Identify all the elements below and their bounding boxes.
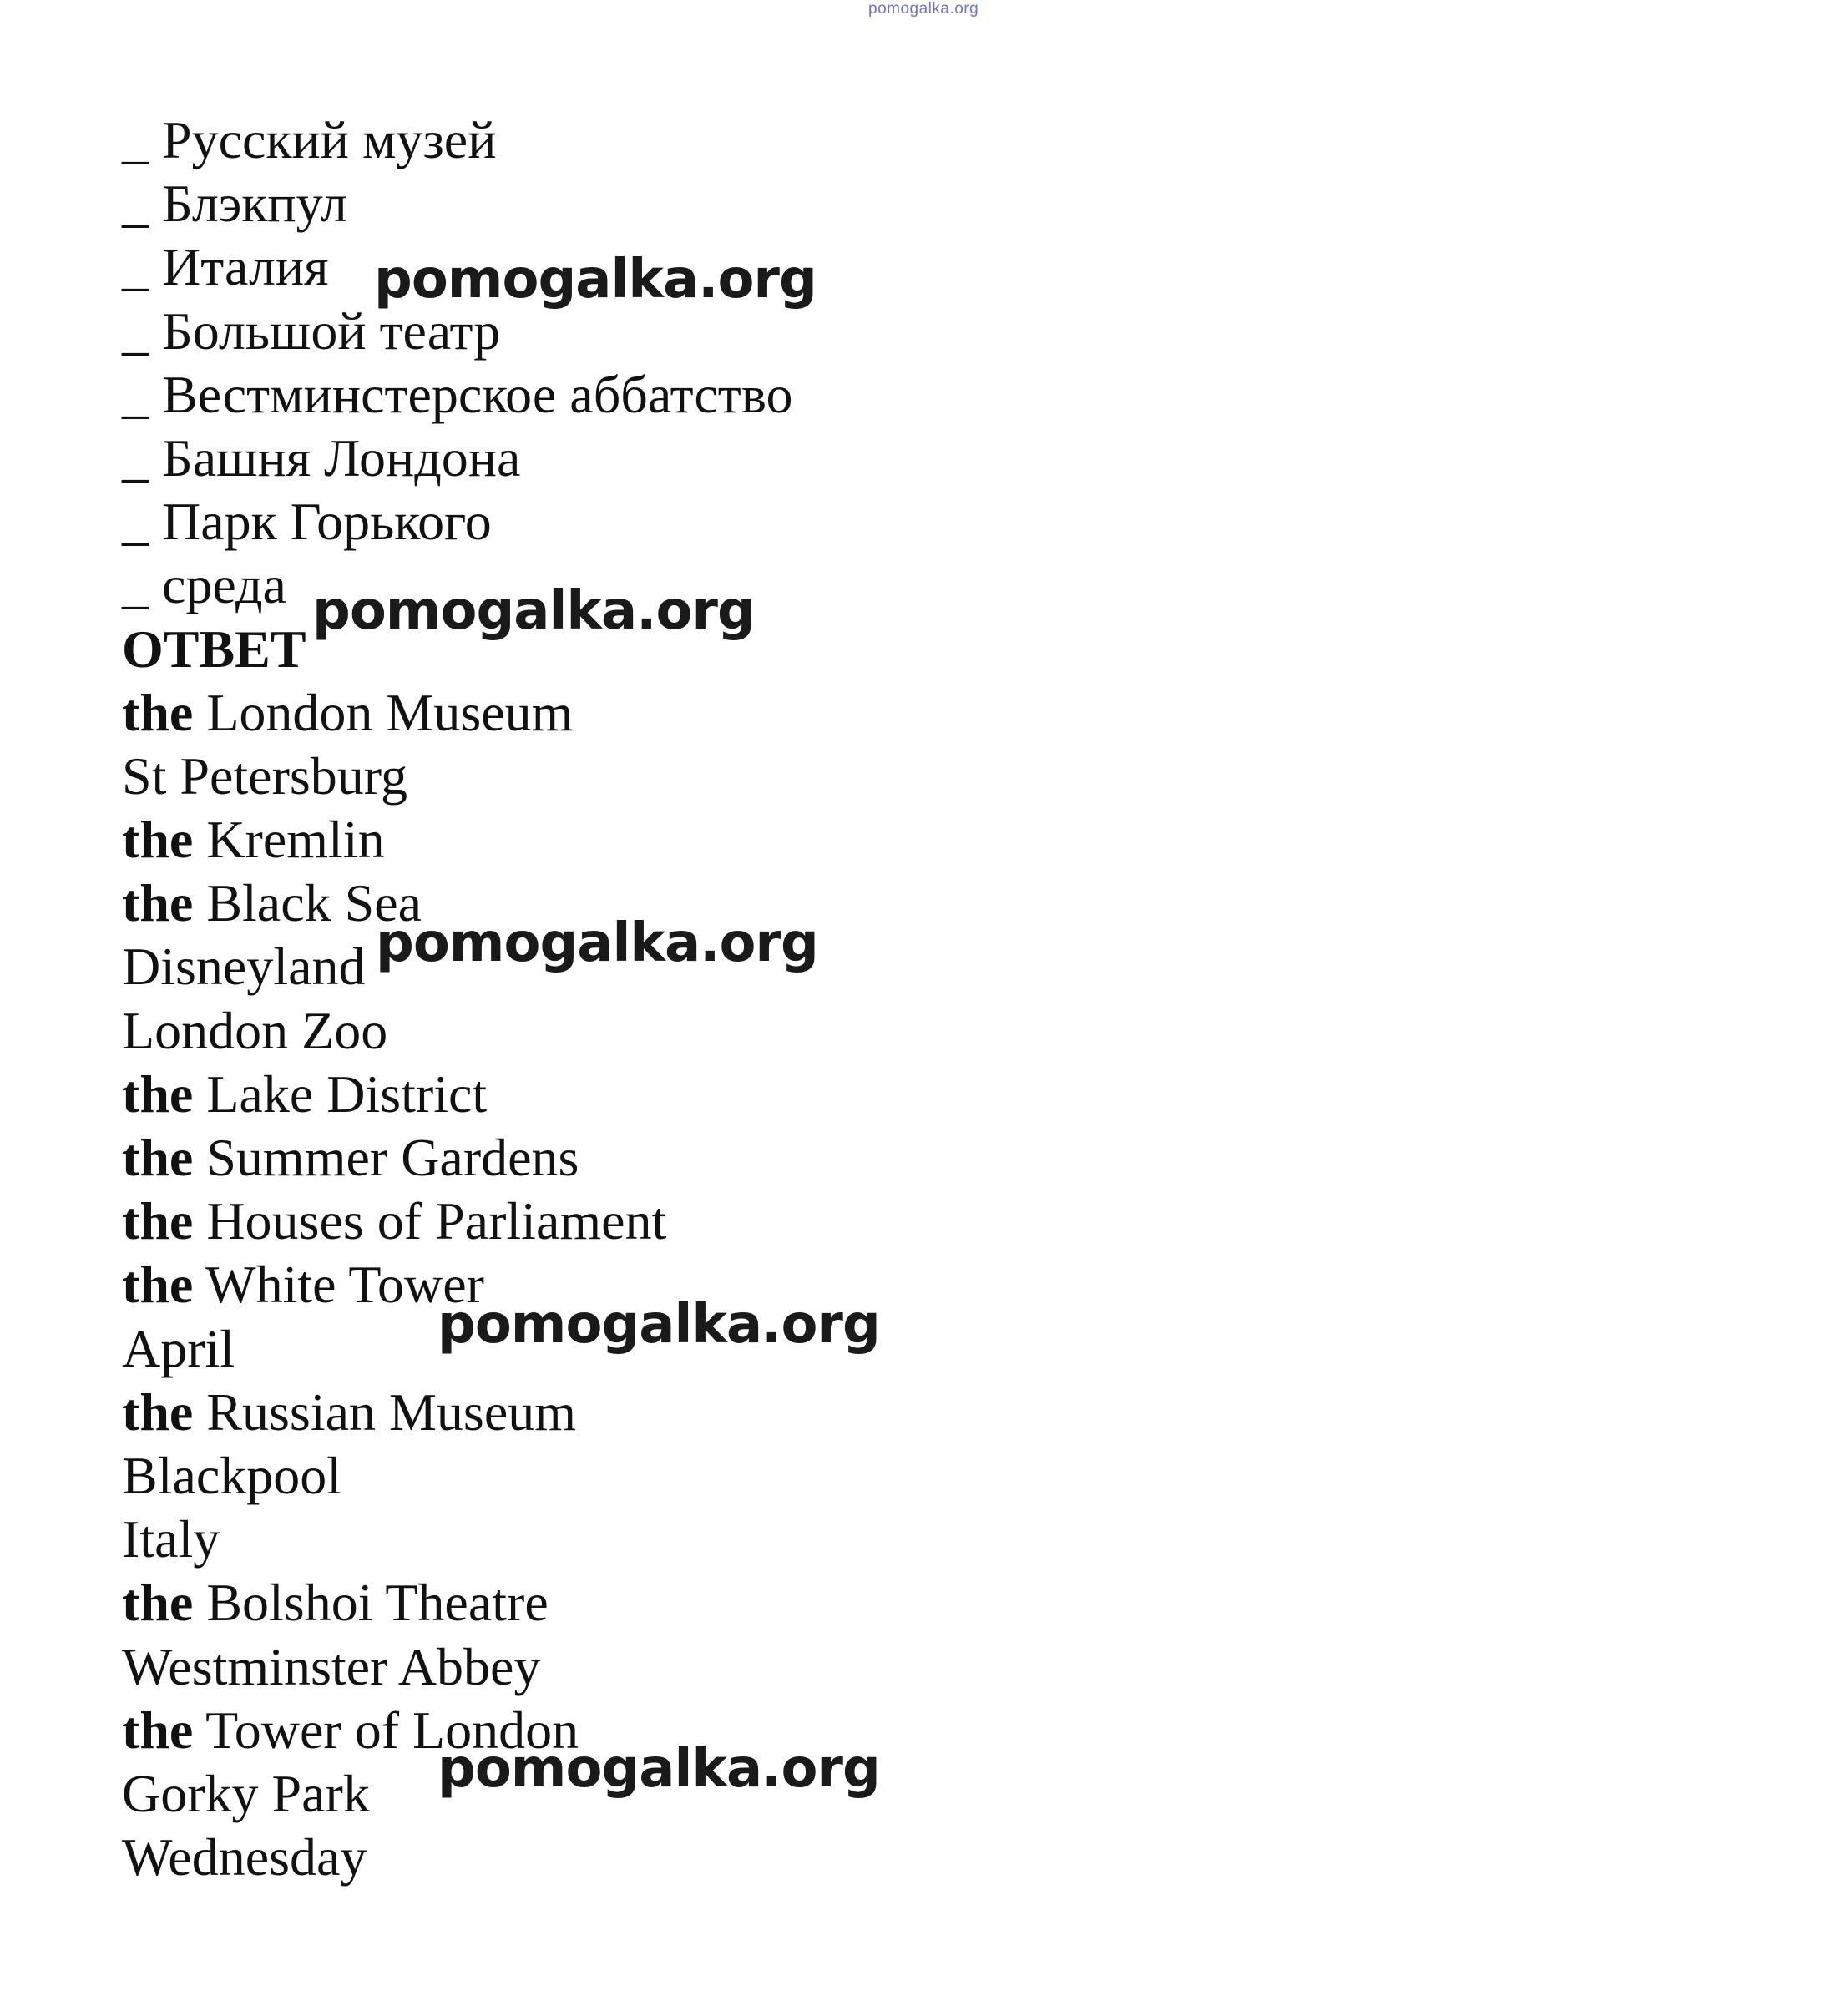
- task-item: _ Блэкпул: [122, 174, 347, 234]
- answer-article: the: [122, 1573, 194, 1633]
- answer-line: [122, 1635, 792, 1699]
- answer-article: the: [122, 1255, 194, 1315]
- task-item: _ Башня Лондона: [122, 427, 521, 488]
- answer-text: Gorky Park: [122, 1763, 370, 1823]
- task-item: _ Парк Горького: [122, 492, 492, 552]
- answer-line: [122, 1190, 792, 1253]
- task-item: _ Италия: [122, 237, 329, 297]
- answer-article: the: [122, 682, 194, 742]
- answer-line: [122, 681, 792, 745]
- answer-text: Westminster Abbey: [122, 1636, 541, 1696]
- answer-text: April: [122, 1318, 235, 1378]
- task-item: _ Большой театр: [122, 301, 501, 361]
- watermark: pomogalka.org: [374, 249, 817, 311]
- answer-line: [122, 1826, 792, 1889]
- answer-text: Black Sea: [193, 873, 422, 933]
- task-item: _ среда: [122, 555, 286, 615]
- watermark: pomogalka.org: [437, 1294, 880, 1356]
- answer-article: the: [122, 873, 194, 933]
- document-body: [122, 109, 792, 1889]
- task-item: _ Русский музей: [122, 110, 497, 169]
- answer-text: Italy: [122, 1509, 220, 1569]
- answer-text: London Museum: [193, 682, 574, 742]
- answer-text: Disneyland: [122, 937, 366, 997]
- answer-line: [122, 1508, 792, 1571]
- answer-text: Houses of Parliament: [193, 1191, 667, 1251]
- answer-text: White Tower: [193, 1255, 484, 1315]
- answer-text: Lake District: [193, 1064, 488, 1124]
- answer-article: the: [122, 1128, 194, 1187]
- answer-text: Wednesday: [122, 1827, 367, 1887]
- watermark: pomogalka.org: [312, 580, 755, 642]
- answer-article: the: [122, 1191, 194, 1251]
- answer-text: Tower of London: [193, 1700, 579, 1760]
- answer-line: [122, 999, 792, 1063]
- answer-line: [122, 1126, 792, 1190]
- answer-text: Blackpool: [122, 1445, 342, 1505]
- answer-line: [122, 1381, 792, 1444]
- answer-line: [122, 1571, 792, 1635]
- header-watermark: pomogalka.org: [868, 0, 979, 18]
- watermark: pomogalka.org: [376, 912, 818, 974]
- answer-text: Russian Museum: [193, 1382, 576, 1442]
- answer-line: [122, 1063, 792, 1126]
- answer-text: St Petersburg: [122, 745, 407, 806]
- answer-text: London Zoo: [122, 1000, 388, 1060]
- answer-line: [122, 745, 792, 808]
- answer-article: the: [122, 1700, 194, 1760]
- answer-article: the: [122, 1382, 194, 1442]
- answer-text: Bolshoi Theatre: [193, 1573, 549, 1633]
- answer-text: Kremlin: [193, 810, 385, 870]
- answer-text: Summer Gardens: [193, 1128, 579, 1187]
- answer-heading: ОТВЕТ: [122, 619, 306, 679]
- answer-article: the: [122, 1064, 194, 1124]
- answer-line: [122, 1444, 792, 1508]
- answer-line: [122, 808, 792, 872]
- watermark: pomogalka.org: [437, 1738, 880, 1800]
- task-item: _ Вестминстерское аббатство: [122, 364, 793, 424]
- answer-article: the: [122, 810, 194, 870]
